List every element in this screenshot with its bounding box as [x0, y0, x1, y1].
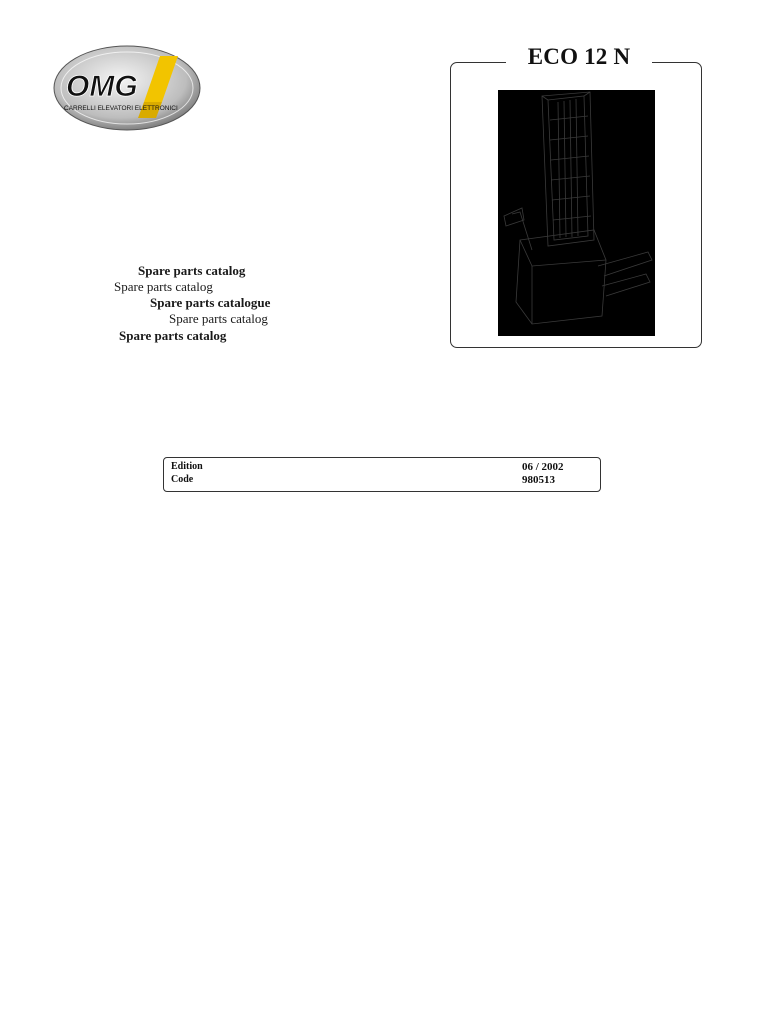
logo-brand-text: OMG [66, 70, 138, 103]
code-label: Code [171, 474, 194, 485]
logo-tagline: CARRELLI ELEVATORI ELETTRONICI [64, 105, 178, 112]
product-model-title: ECO 12 N [506, 44, 652, 70]
catalog-title-5: Spare parts catalog [119, 328, 227, 343]
catalog-title-1: Spare parts catalog [138, 263, 246, 278]
edition-value: 06 / 2002 [522, 461, 564, 473]
catalog-title-3: Spare parts catalogue [150, 295, 271, 310]
code-value: 980513 [522, 474, 555, 486]
edition-label: Edition [171, 461, 203, 472]
catalog-title-4: Spare parts catalog [169, 311, 268, 326]
forklift-stacker-image [498, 90, 655, 336]
catalog-title-2: Spare parts catalog [114, 279, 213, 294]
omg-logo [52, 44, 202, 134]
